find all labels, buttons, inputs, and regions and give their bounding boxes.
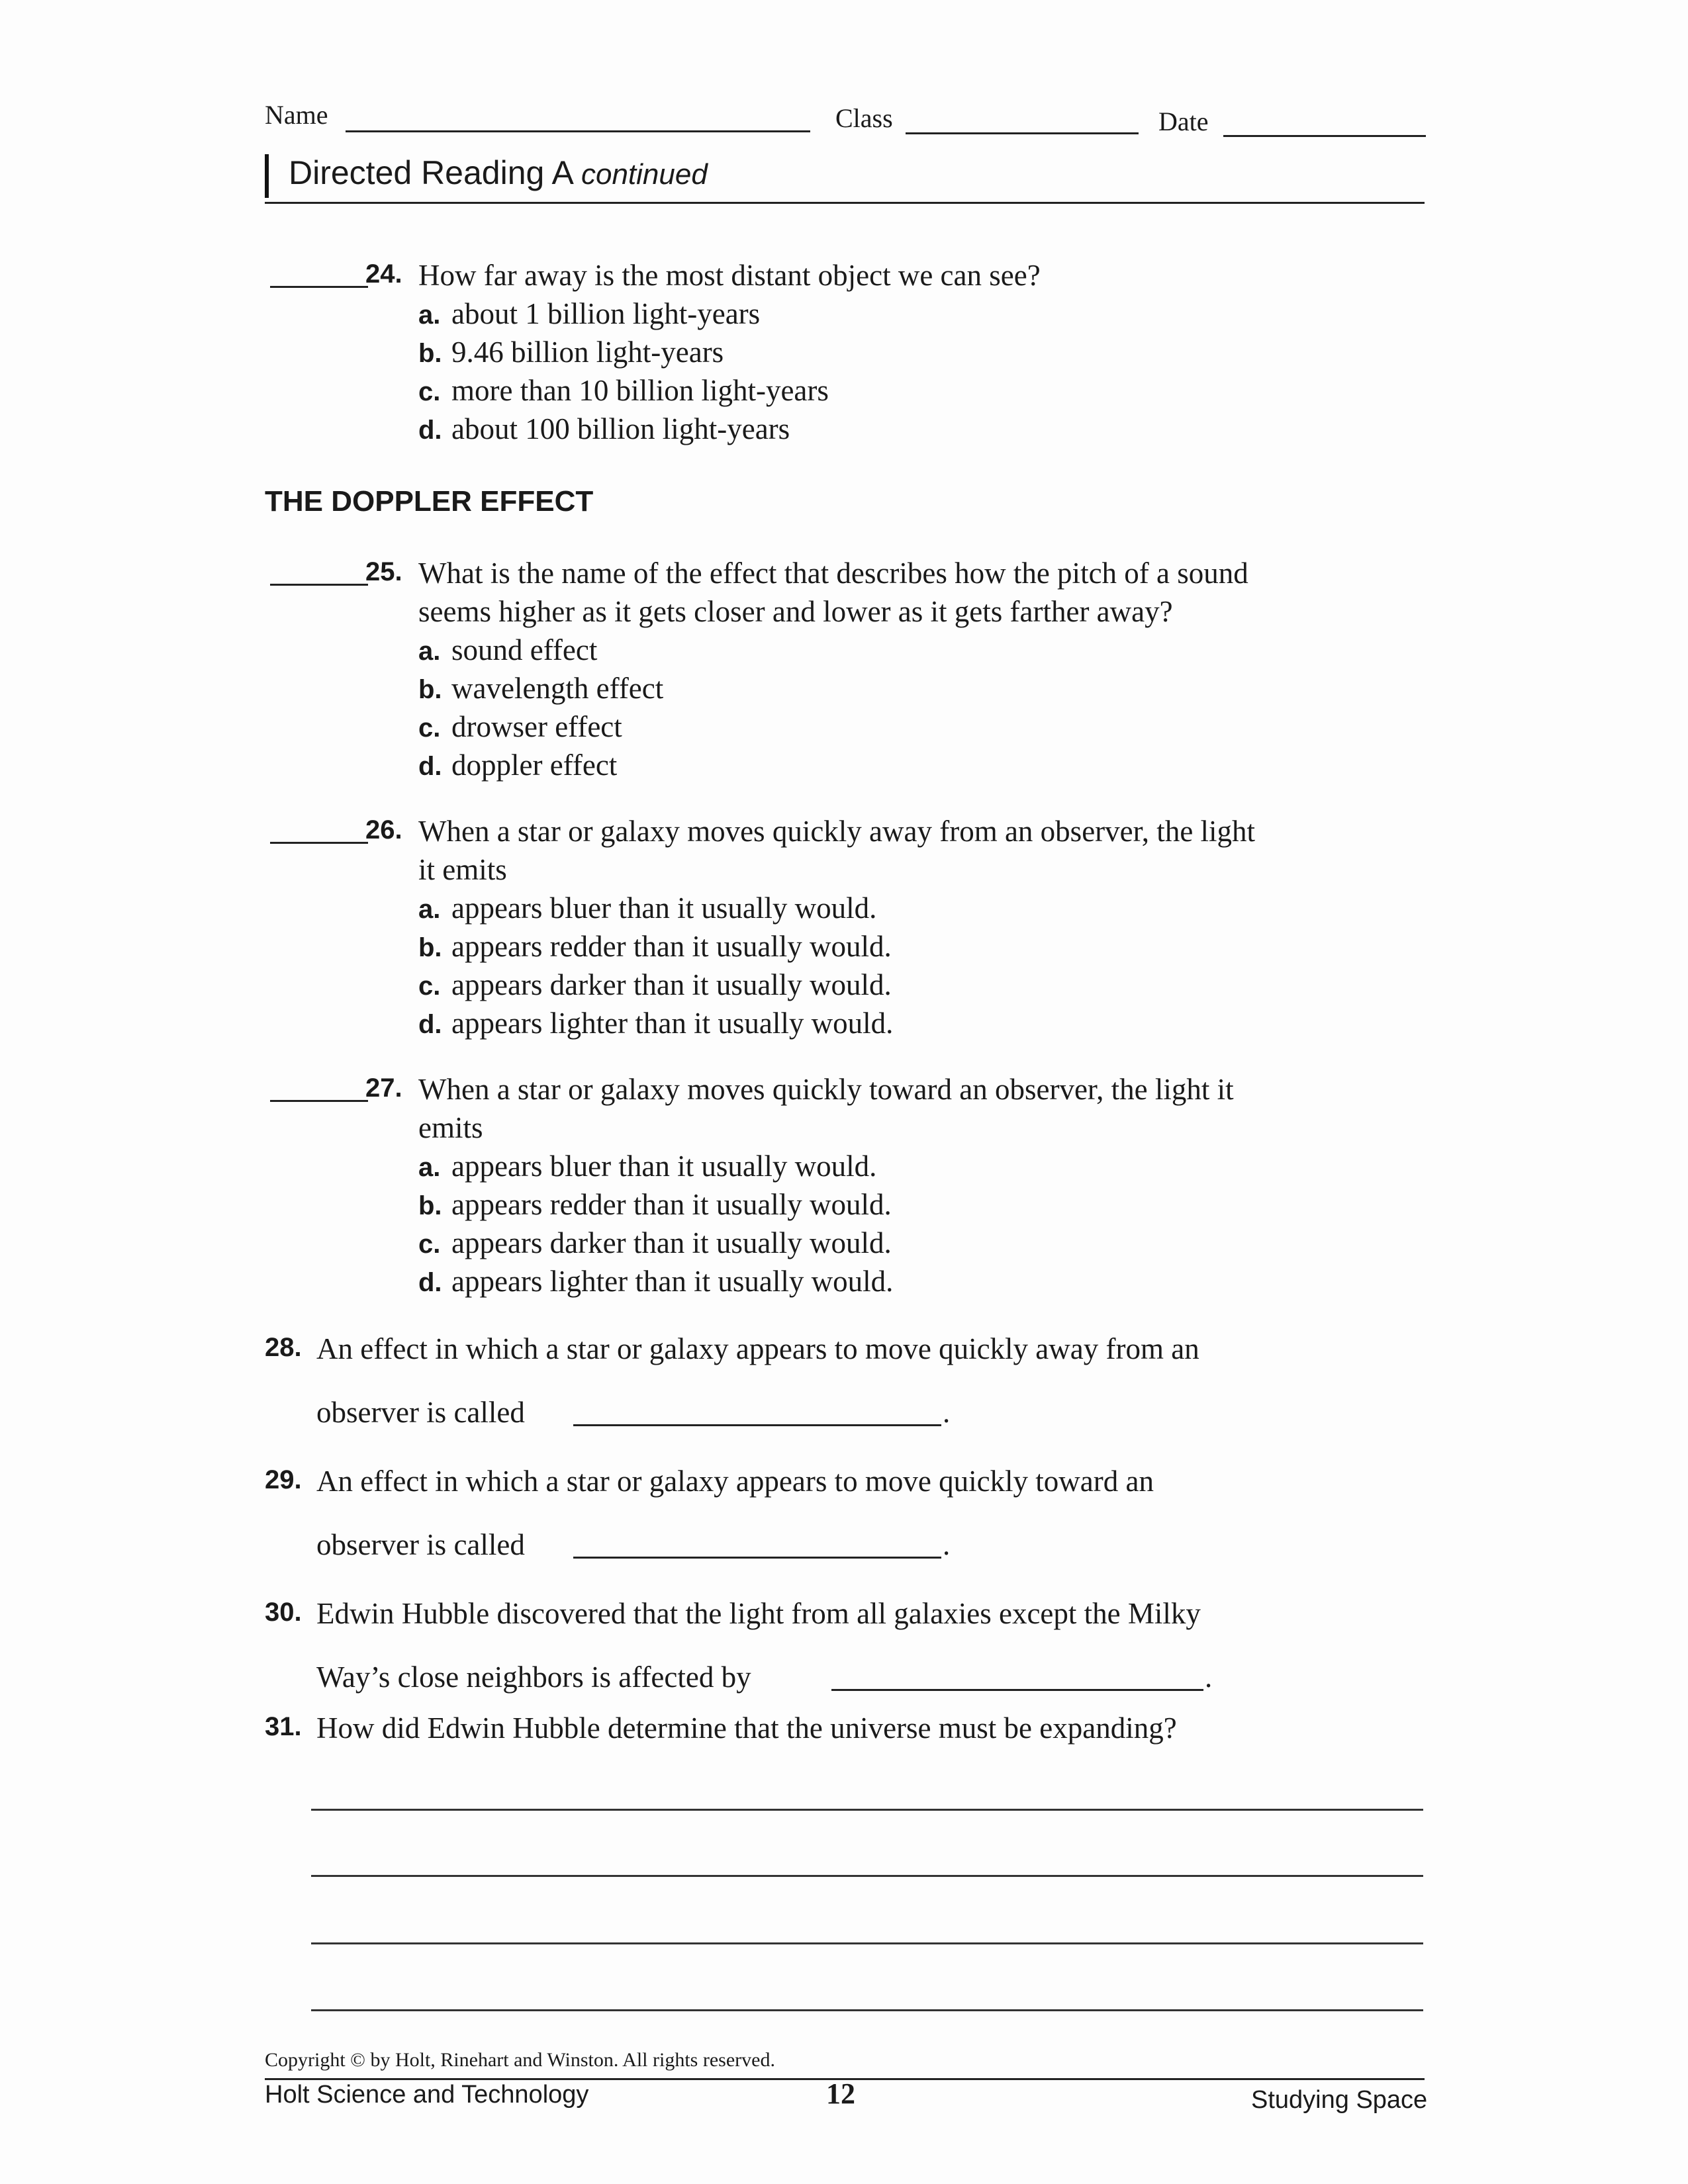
page-number: 12 <box>826 2077 855 2110</box>
q27-option-d[interactable]: d. appears lighter than it usually would. <box>418 1265 894 1298</box>
section-heading: THE DOPPLER EFFECT <box>265 485 594 518</box>
answer-blank-24[interactable] <box>270 286 368 288</box>
chapter-name: Studying Space <box>1251 2086 1428 2114</box>
fill-blank-30[interactable] <box>831 1689 1203 1691</box>
question-number-27: 27. <box>365 1073 402 1103</box>
answer-blank-26[interactable] <box>270 842 368 844</box>
question-number-24: 24. <box>365 259 402 289</box>
title-continued: continued <box>581 158 708 191</box>
question-30-period: . <box>1205 1661 1213 1694</box>
q25-option-d[interactable]: d. doppler effect <box>418 749 618 782</box>
question-29-text-line1: An effect in which a star or galaxy appears to move quickly toward an <box>316 1465 1154 1498</box>
question-number-30: 30. <box>265 1598 302 1627</box>
question-27-text-line1: When a star or galaxy moves quickly toward an observer, the light it <box>418 1073 1234 1106</box>
q25-option-a[interactable]: a. sound effect <box>418 633 598 666</box>
q26-option-c[interactable]: c. appears darker than it usually would. <box>418 968 892 1001</box>
q25-option-b[interactable]: b. wavelength effect <box>418 672 664 705</box>
answer-line-31-1[interactable] <box>311 1809 1423 1811</box>
question-29-text-line2: observer is called <box>316 1528 525 1561</box>
answer-line-31-2[interactable] <box>311 1875 1423 1877</box>
question-number-29: 29. <box>265 1465 302 1494</box>
worksheet-title <box>289 154 708 192</box>
question-25-text-line1: What is the name of the effect that describes how the pitch of a sound <box>418 557 1248 590</box>
question-24-text: How far away is the most distant object we can see? <box>418 259 1041 292</box>
fill-blank-29[interactable] <box>573 1557 941 1559</box>
q24-option-d[interactable]: d. about 100 billion light-years <box>418 412 790 445</box>
question-25-text-line2: seems higher as it gets closer and lower as it gets farther away? <box>418 595 1173 628</box>
question-26-text-line1: When a star or galaxy moves quickly away from an observer, the light <box>418 815 1256 848</box>
question-number-25: 25. <box>365 557 402 586</box>
q27-option-b[interactable]: b. appears redder than it usually would. <box>418 1188 892 1221</box>
question-29-period: . <box>943 1528 951 1561</box>
q27-option-c[interactable]: c. appears darker than it usually would. <box>418 1226 892 1259</box>
question-28-text-line1: An effect in which a star or galaxy appears to move quickly away from an <box>316 1332 1199 1365</box>
title-main: Directed Reading A <box>289 154 573 191</box>
question-number-26: 26. <box>365 815 402 844</box>
question-31-text: How did Edwin Hubble determine that the universe must be expanding? <box>316 1711 1177 1745</box>
question-26-text-line2: it emits <box>418 853 507 886</box>
q27-option-a[interactable]: a. appears bluer than it usually would. <box>418 1150 877 1183</box>
answer-line-31-3[interactable] <box>311 1942 1423 1944</box>
q25-option-c[interactable]: c. drowser effect <box>418 710 622 743</box>
question-number-31: 31. <box>265 1712 302 1741</box>
question-28-text-line2: observer is called <box>316 1396 525 1429</box>
question-28-period: . <box>943 1396 951 1429</box>
answer-blank-25[interactable] <box>270 584 368 586</box>
question-30-text-line2: Way’s close neighbors is affected by <box>316 1661 751 1694</box>
question-30-text-line1: Edwin Hubble discovered that the light from all galaxies except the Milky <box>316 1597 1201 1630</box>
q26-option-b[interactable]: b. appears redder than it usually would. <box>418 930 892 963</box>
title-bar-accent <box>265 154 269 198</box>
q24-option-a[interactable]: a. about 1 billion light-years <box>418 297 761 330</box>
class-label: Class <box>835 103 893 133</box>
class-field[interactable] <box>906 132 1139 134</box>
question-27-text-line2: emits <box>418 1111 483 1144</box>
answer-blank-27[interactable] <box>270 1100 368 1102</box>
q24-option-c[interactable]: c. more than 10 billion light-years <box>418 374 829 407</box>
publisher-name: Holt Science and Technology <box>265 2081 589 2109</box>
q24-option-b[interactable]: b. 9.46 billion light-years <box>418 336 724 369</box>
q26-option-d[interactable]: d. appears lighter than it usually would. <box>418 1007 894 1040</box>
name-field[interactable] <box>346 130 810 132</box>
title-rule <box>265 202 1425 204</box>
name-label: Name <box>265 100 328 130</box>
copyright-notice: Copyright © by Holt, Rinehart and Winston. All rights reserved. <box>265 2049 775 2071</box>
fill-blank-28[interactable] <box>573 1424 941 1426</box>
date-label: Date <box>1158 107 1209 136</box>
date-field[interactable] <box>1223 135 1426 137</box>
question-number-28: 28. <box>265 1333 302 1362</box>
answer-line-31-4[interactable] <box>311 2009 1423 2011</box>
q26-option-a[interactable]: a. appears bluer than it usually would. <box>418 891 877 925</box>
